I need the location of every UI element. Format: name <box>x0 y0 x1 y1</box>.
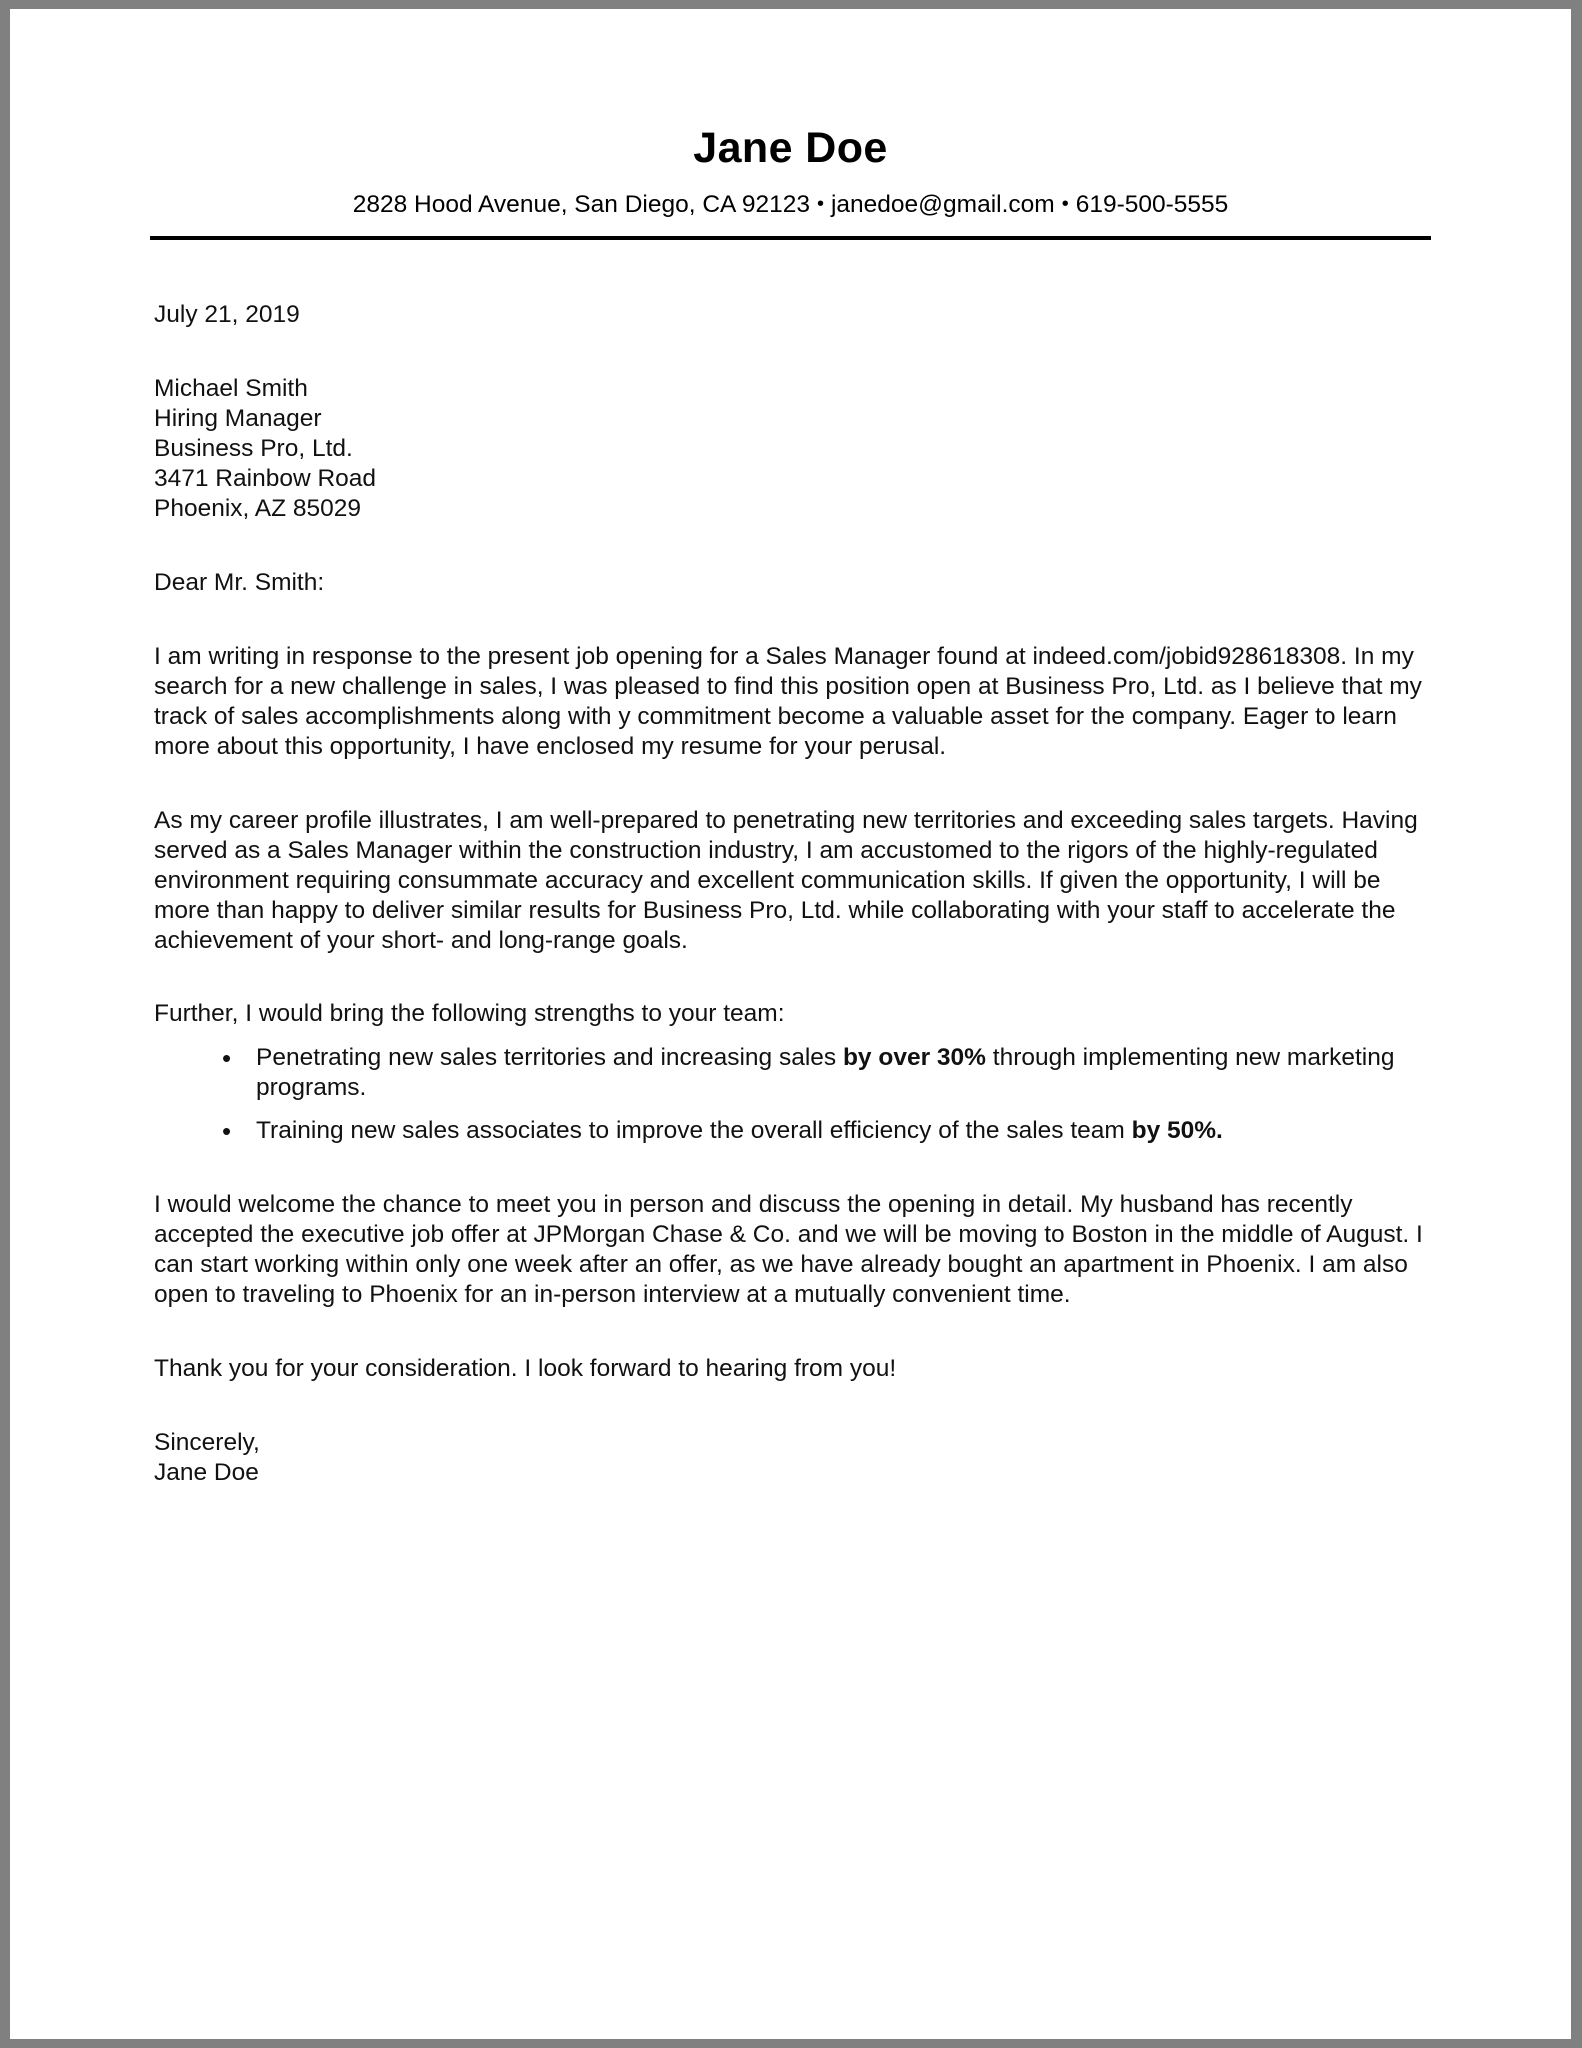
letter-date: July 21, 2019 <box>154 300 300 328</box>
signature-name: Jane Doe <box>154 1458 259 1486</box>
strength-highlight: by over 30% <box>842 1043 986 1071</box>
recipient-company: Business Pro, Ltd. <box>154 434 353 462</box>
list-item <box>222 1043 1431 1103</box>
list-bullet-icon: • <box>222 1042 232 1073</box>
valediction: Sincerely, <box>154 1428 260 1456</box>
list-bullet-icon: • <box>222 1115 232 1146</box>
signoff-block <box>154 1428 1431 1488</box>
sender-email: janedoe@gmail.com <box>830 191 1055 218</box>
cover-letter-body <box>10 9 1571 1488</box>
bullet-separator-icon: • <box>816 193 824 215</box>
paragraph-experience: As my career profile illustrates, I am well-prepared to penetrating new territories and exceeding sales targets. Having served as a Sales Manager within the construction industry, I am accustomed to the rigors of the highly-regulated environment requiring consummate accuracy and excellent communication skills. If given the opportunity, I will be more than happy to deliver similar results for Business Pro, Ltd. while collaborating with your staff to accelerate the achievement of your short- and long-range goals. <box>154 806 1418 954</box>
paragraph-strengths-lead-in: Further, I would bring the following strengths to your team: <box>154 999 785 1027</box>
letterhead <box>150 124 1431 240</box>
header-divider <box>150 236 1431 240</box>
sender-address: 2828 Hood Avenue, San Diego, CA 92123 <box>352 191 810 218</box>
strength-text-before: Training new sales associates to improve the overall efficiency of the sales team <box>256 1116 1132 1144</box>
strength-text-after: through implementing new marketing programs. <box>256 1043 1395 1101</box>
salutation: Dear Mr. Smith: <box>154 568 325 596</box>
recipient-address-block <box>154 374 1431 524</box>
paragraph-intro: I am writing in response to the present job opening for a Sales Manager found at indeed.com/jobid928618308. In my search for a new challenge in sales, I was pleased to find this position open at Business Pro, Ltd. as I believe that my track of sales accomplishments along with y commitment become a valuable asset for the company. Eager to learn more about this opportunity, I have enclosed my resume for your perusal. <box>154 642 1422 760</box>
sender-name: Jane Doe <box>693 124 888 172</box>
recipient-name: Michael Smith <box>154 374 308 402</box>
strength-highlight: by 50%. <box>1131 1116 1223 1144</box>
sender-phone: 619-500-5555 <box>1075 191 1229 218</box>
recipient-title: Hiring Manager <box>154 404 322 432</box>
recipient-street: 3471 Rainbow Road <box>154 464 377 492</box>
list-item <box>222 1116 1431 1146</box>
strength-text-before: Penetrating new sales territories and increasing sales <box>256 1043 843 1071</box>
paragraph-closing: Thank you for your consideration. I look forward to hearing from you! <box>154 1354 897 1382</box>
paragraph-availability: I would welcome the chance to meet you in person and discuss the opening in detail. My husband has recently accepted the executive job offer at JPMorgan Chase & Co. and we will be moving to Boston in the middle of August. I can start working within only one week after an offer, as we have already bought an apartment in Phoenix. I am also open to traveling to Phoenix for an in-person interview at a mutually convenient time. <box>154 1190 1423 1308</box>
contact-line <box>150 192 1431 219</box>
bullet-separator-icon: • <box>1061 193 1069 215</box>
recipient-city-state-zip: Phoenix, AZ 85029 <box>154 494 362 522</box>
strengths-list <box>150 1043 1431 1146</box>
letter-content <box>150 300 1431 1488</box>
document-page <box>10 9 1571 2039</box>
